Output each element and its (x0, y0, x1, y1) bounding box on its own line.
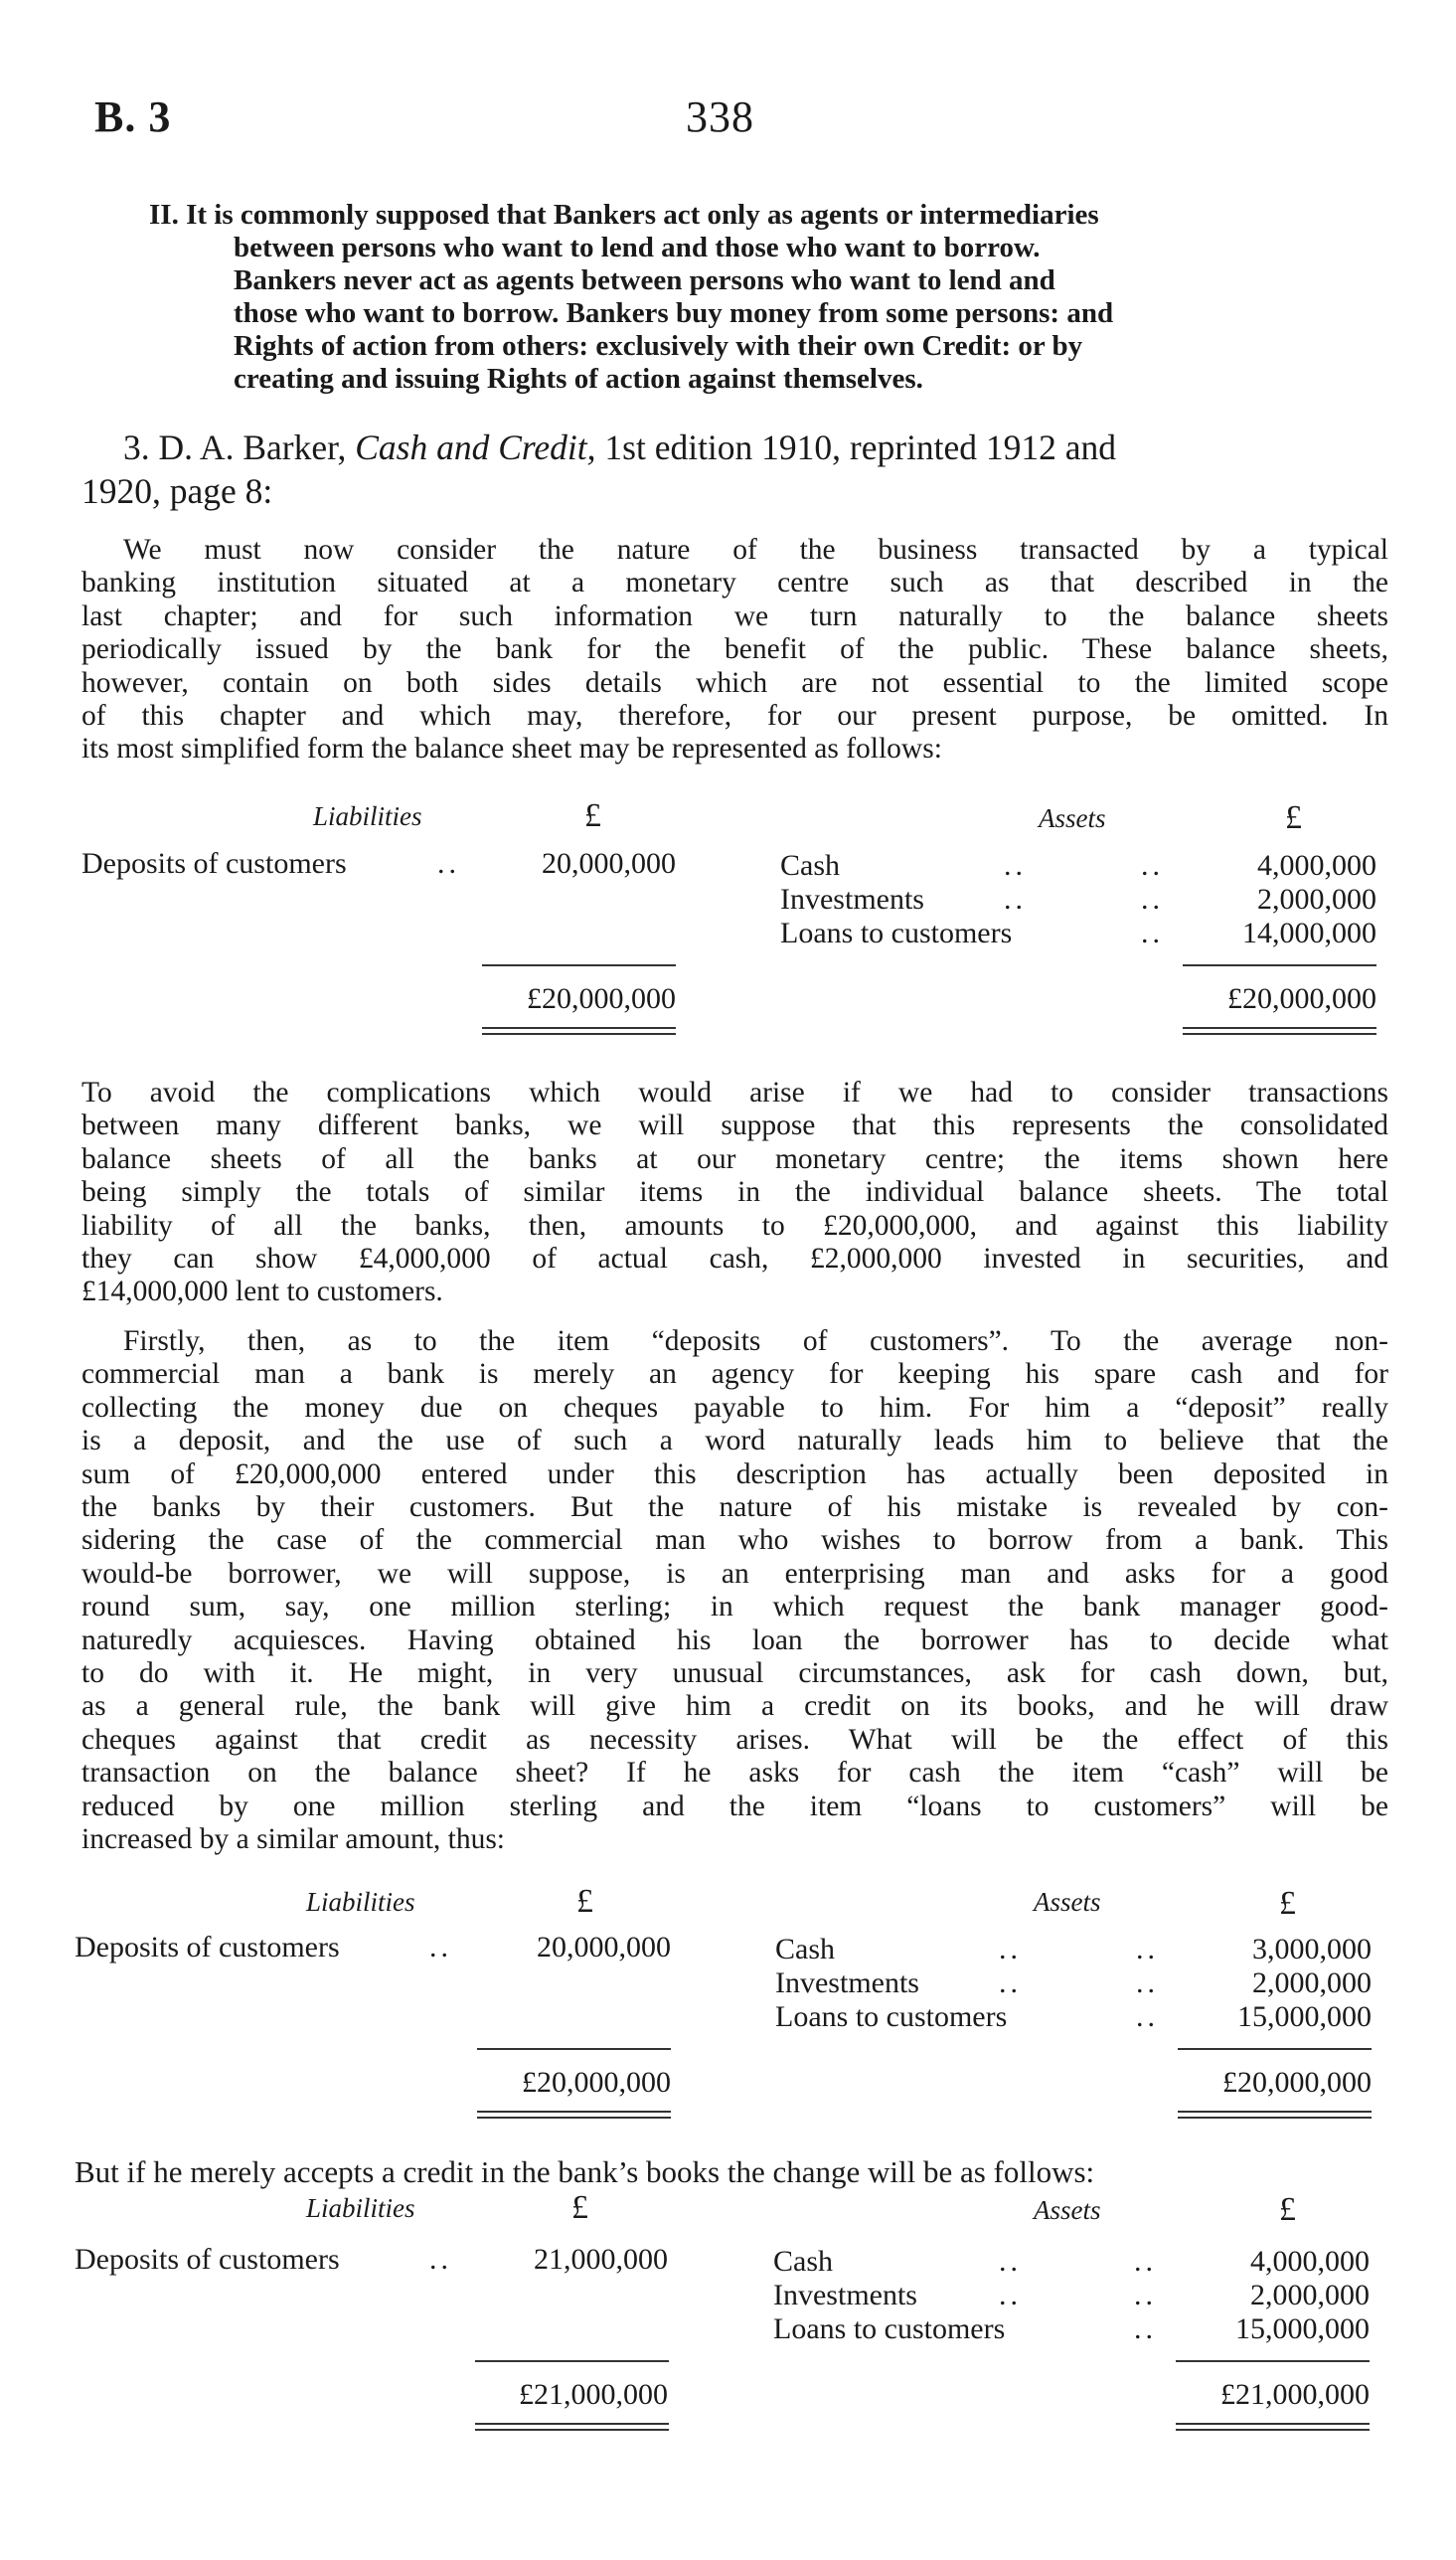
leader-dots: .. (1136, 2000, 1159, 2033)
paragraph-line: round sum, say, one million sterling; in which request the bank manager good- (81, 1591, 1388, 1623)
assets-heading: Assets (1034, 1887, 1101, 1917)
paragraph-line: is a deposit, and the use of such a word naturally leads him to believe that the (81, 1425, 1388, 1457)
total-double-rule (477, 2111, 671, 2119)
asset-label: Cash (775, 1933, 835, 1965)
paragraph-line: balance sheets of all the banks at our monetary centre; the items shown here (81, 1142, 1388, 1175)
assets-heading: Assets (1039, 803, 1106, 833)
asset-label: Loans to customers (775, 2000, 1008, 2033)
paragraph-intro (81, 534, 1388, 767)
subtotal-rule (482, 964, 676, 966)
liabilities-currency: £ (576, 1883, 593, 1920)
asset-label: Cash (773, 2245, 833, 2278)
paragraph-line: would-be borrower, we will suppose, is an enterprising man and asks for a good (81, 1557, 1388, 1590)
liability-value: 21,000,000 (534, 2243, 668, 2276)
total-liabilities: £21,000,000 (519, 2378, 668, 2411)
total-double-rule (482, 1027, 676, 1035)
page-number: 338 (686, 92, 754, 141)
leader-dots: .. (429, 2243, 452, 2276)
paragraph-line: reduced by one million sterling and the item “loans to customers” will be (81, 1790, 1388, 1822)
paragraph-line: they can show £4,000,000 of actual cash, £2,000,000 invested in securities, and (81, 1243, 1388, 1276)
point-two-line: Rights of action from others: exclusively with their own Credit: or by (234, 330, 1083, 362)
paragraph-line: sidering the case of the commercial man who wishes to borrow from a bank. This (81, 1524, 1388, 1557)
point-two-line: II. It is commonly supposed that Bankers act only as agents or intermediaries (149, 199, 1099, 231)
paragraph-line: last chapter; and for such information we turn naturally to the balance sheets (81, 599, 1388, 632)
subtotal-rule (1183, 964, 1376, 966)
bridge-sentence: But if he merely accepts a credit in the bank’s books the change will be as follows: (75, 2154, 1095, 2189)
leader-dots: .. (999, 1966, 1022, 1999)
paragraph-line: however, contain on both sides details which are not essential to the limited scope (81, 666, 1388, 699)
paragraph-deposits (81, 1325, 1388, 1857)
leader-dots: .. (1136, 1933, 1159, 1965)
paragraph-line: its most simplified form the balance sheet may be represented as follows: (81, 733, 942, 766)
paragraph-line: sum of £20,000,000 entered under this description has actually been deposited in (81, 1457, 1388, 1490)
point-two-line: Bankers never act as agents between persons who want to lend and (234, 264, 1055, 296)
point-two-line: between persons who want to lend and those who want to borrow. (234, 232, 1041, 263)
paragraph-line: cheques against that credit as necessity arises. What will be the effect of this (81, 1723, 1388, 1756)
asset-value: 2,000,000 (1257, 883, 1376, 916)
paragraph-line: the banks by their customers. But the nature of his mistake is revealed by con- (81, 1491, 1388, 1524)
leader-dots: .. (1004, 849, 1027, 882)
leader-dots: .. (1134, 2279, 1157, 2311)
citation-rest: 1st edition 1910, reprinted 1912 and (595, 427, 1117, 467)
subtotal-rule (1176, 2360, 1370, 2362)
paragraph-line: We must now consider the nature of the business transacted by a typical (123, 534, 1388, 566)
paragraph-line: transaction on the balance sheet? If he asks for cash the item “cash” will be (81, 1757, 1388, 1790)
asset-value: 3,000,000 (1252, 1933, 1372, 1965)
asset-label: Investments (773, 2279, 917, 2311)
total-double-rule (475, 2423, 669, 2431)
asset-value: 15,000,000 (1235, 2312, 1370, 2345)
subtotal-rule (1178, 2048, 1372, 2050)
subtotal-rule (475, 2360, 669, 2362)
paragraph-line: between many different banks, we will suppose that this represents the consolidated (81, 1109, 1388, 1142)
paragraph-line: liability of all the banks, then, amounts to £20,000,000, and against this liability (81, 1209, 1388, 1242)
section-label: B. 3 (94, 92, 172, 141)
paragraph-line: naturedly acquiesces. Having obtained his loan the borrower has to decide what (81, 1623, 1388, 1656)
liabilities-heading: Liabilities (313, 801, 422, 831)
asset-value: 4,000,000 (1257, 849, 1376, 882)
total-assets: £20,000,000 (1222, 2066, 1372, 2099)
paragraph-line: of this chapter and which may, therefore, for our present purpose, be omitted. In (81, 700, 1388, 733)
leader-dots: .. (1004, 883, 1027, 916)
leader-dots: .. (999, 2245, 1022, 2278)
leader-dots: .. (437, 847, 460, 880)
asset-value: 2,000,000 (1250, 2279, 1370, 2311)
asset-label: Loans to customers (780, 917, 1013, 949)
paragraph-consolidated (81, 1077, 1388, 1309)
citation-title: Cash and Credit, (355, 427, 596, 467)
leader-dots: .. (1134, 2312, 1157, 2345)
point-two-block (149, 199, 1386, 396)
leader-dots: .. (999, 2279, 1022, 2311)
total-liabilities: £20,000,000 (527, 982, 676, 1015)
paragraph-line: To avoid the complications which would arise if we had to consider transactions (81, 1077, 1388, 1109)
total-double-rule (1178, 2111, 1372, 2119)
paragraph-line: as a general rule, the bank will give him a credit on its books, and he will draw (81, 1690, 1388, 1723)
paragraph-line: increased by a similar amount, thus: (81, 1823, 506, 1856)
paragraph-line: £14,000,000 lent to customers. (81, 1276, 443, 1308)
leader-dots: .. (1134, 2245, 1157, 2278)
leader-dots: .. (1136, 1966, 1159, 1999)
liabilities-currency: £ (571, 2189, 588, 2226)
total-assets: £20,000,000 (1227, 982, 1376, 1015)
paragraph-line: banking institution situated at a monetary centre such as that described in the (81, 567, 1388, 599)
liability-value: 20,000,000 (542, 847, 676, 880)
assets-currency: £ (1279, 1885, 1296, 1922)
citation-prefix: 3. D. A. Barker, (123, 427, 356, 467)
asset-value: 2,000,000 (1252, 1966, 1372, 1999)
asset-value: 15,000,000 (1237, 2000, 1372, 2033)
asset-label: Cash (780, 849, 840, 882)
asset-label: Investments (775, 1966, 919, 1999)
subtotal-rule (477, 2048, 671, 2050)
paragraph-line: Firstly, then, as to the item “deposits of customers”. To the average non- (123, 1325, 1388, 1357)
paragraph-line: periodically issued by the bank for the benefit of the public. These balance sheets, (81, 633, 1388, 666)
total-double-rule (1183, 1027, 1376, 1035)
asset-value: 14,000,000 (1242, 917, 1376, 949)
paragraph-line: commercial man a bank is merely an agency for keeping his spare cash and for (81, 1358, 1388, 1391)
total-liabilities: £20,000,000 (522, 2066, 671, 2099)
assets-heading: Assets (1034, 2195, 1101, 2225)
point-two-line: creating and issuing Rights of action against themselves. (234, 363, 923, 395)
asset-label: Loans to customers (773, 2312, 1006, 2345)
leader-dots: .. (1141, 849, 1164, 882)
assets-currency: £ (1279, 2191, 1296, 2228)
citation-line-two: 1920, page 8: (81, 471, 273, 511)
asset-label: Investments (780, 883, 924, 916)
asset-value: 4,000,000 (1250, 2245, 1370, 2278)
liabilities-heading: Liabilities (306, 1887, 415, 1917)
point-two-line: those who want to borrow. Bankers buy money from some persons: and (234, 297, 1114, 329)
liabilities-heading: Liabilities (306, 2193, 415, 2223)
citation-heading (81, 426, 1388, 513)
liabilities-currency: £ (584, 797, 601, 834)
total-assets: £21,000,000 (1220, 2378, 1370, 2411)
paragraph-line: to do with it. He might, in very unusual circumstances, ask for cash down, but, (81, 1657, 1388, 1690)
total-double-rule (1176, 2423, 1370, 2431)
liability-value: 20,000,000 (537, 1931, 671, 1963)
leader-dots: .. (1141, 883, 1164, 916)
leader-dots: .. (429, 1931, 452, 1963)
assets-currency: £ (1285, 799, 1302, 836)
paragraph-line: collecting the money due on cheques payable to him. For him a “deposit” really (81, 1391, 1388, 1424)
liability-label: Deposits of customers (75, 2243, 340, 2276)
liability-label: Deposits of customers (75, 1931, 340, 1963)
leader-dots: .. (999, 1933, 1022, 1965)
liability-label: Deposits of customers (81, 847, 347, 880)
leader-dots: .. (1141, 917, 1164, 949)
paragraph-line: being simply the totals of similar items in the individual balance sheets. The total (81, 1176, 1388, 1209)
